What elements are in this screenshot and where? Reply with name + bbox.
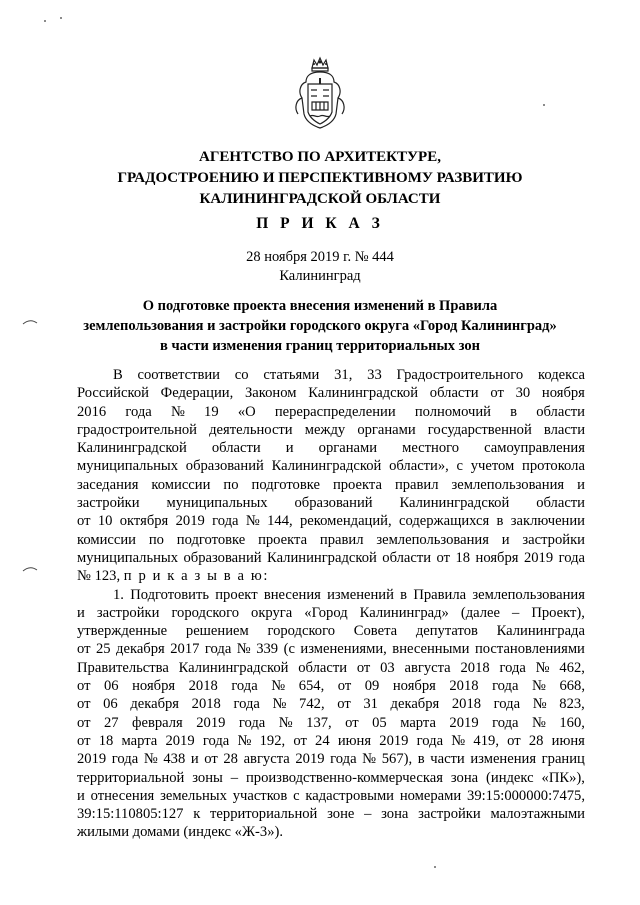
word: органами — [357, 421, 416, 438]
item-line — [77, 604, 585, 622]
scan-speck — [60, 17, 62, 19]
agency-name — [60, 147, 580, 210]
word: 2018 — [451, 696, 482, 713]
word: Правила — [413, 586, 467, 603]
word: года — [204, 641, 232, 658]
order-verb: п р и к а з ы в а ю: — [123, 568, 269, 585]
word: по — [223, 476, 239, 493]
agency-line: АГЕНТСТВО ПО АРХИТЕКТУРЕ, — [199, 149, 441, 165]
order-date-number: 28 ноября 2019 г. № 444 — [246, 249, 394, 265]
word: решением — [185, 623, 249, 640]
kaliningrad-region-coat-of-arms-icon — [290, 54, 350, 132]
word: и — [285, 440, 294, 457]
word: в — [496, 513, 504, 530]
word: 27 — [103, 714, 119, 731]
word: 05 — [372, 714, 387, 731]
word: от — [356, 659, 371, 676]
word: изменениями, — [300, 641, 387, 658]
word: 1. — [113, 586, 124, 603]
word: области — [382, 549, 432, 566]
word: Российской — [77, 385, 149, 402]
word: 2017 — [170, 641, 200, 658]
word: изменений — [327, 586, 394, 603]
word: области — [298, 659, 348, 676]
order-heading — [70, 296, 570, 356]
word: декабря — [130, 696, 180, 713]
word: «ПК»), — [541, 769, 585, 786]
word: от — [77, 513, 91, 530]
word: Проект), — [531, 604, 585, 621]
word: 438 — [163, 751, 186, 768]
word: подготовке — [176, 531, 246, 548]
word: 654, — [298, 678, 325, 695]
word: от — [204, 751, 218, 768]
word: области — [211, 440, 261, 457]
word: 160, — [559, 714, 585, 731]
word: Калининградской — [77, 440, 187, 457]
word: 09 — [364, 678, 380, 695]
word: от — [77, 714, 91, 731]
word: года — [492, 714, 519, 731]
word: 567), — [381, 751, 413, 768]
item-line — [77, 695, 585, 713]
word: застройки — [522, 531, 585, 548]
word: образований — [294, 495, 373, 512]
word: внесения — [263, 586, 321, 603]
word: зоны — [192, 769, 223, 786]
word: комиссии — [151, 476, 211, 493]
preamble-line — [77, 531, 585, 549]
word: года — [499, 659, 526, 676]
word: отнесения — [90, 787, 155, 804]
word: октября — [119, 513, 169, 530]
word: городского — [267, 623, 336, 640]
word: со — [234, 367, 249, 383]
word: градостроительной — [77, 421, 197, 438]
word: (далее — [460, 604, 500, 621]
word: от — [77, 732, 91, 749]
word: 192, — [259, 732, 286, 749]
word: 39:15:110805:127 — [77, 806, 184, 823]
word: Калининграда — [496, 623, 585, 640]
word: зона — [450, 769, 479, 786]
word: – — [512, 604, 520, 621]
word: Совета — [353, 623, 398, 640]
word: 2018 — [449, 678, 479, 695]
word: от — [337, 696, 351, 713]
word: марта — [400, 714, 436, 731]
word: территориальной — [77, 769, 185, 786]
word: № — [237, 732, 252, 749]
word: 2018 — [460, 659, 490, 676]
word: части — [430, 751, 465, 768]
word: Калининградской — [271, 458, 382, 475]
word: 2019 — [295, 751, 325, 768]
word: № — [362, 751, 377, 768]
word: июня — [551, 732, 585, 749]
word: муниципальных — [77, 549, 179, 566]
heading-line: землепользования и застройки городского округа «Город Калининград» — [83, 318, 557, 334]
word: 18 — [98, 732, 114, 749]
preamble-line — [77, 384, 585, 402]
preamble-line — [77, 494, 585, 512]
word: – — [230, 769, 239, 786]
preamble-line — [77, 549, 585, 567]
word: 30 — [515, 385, 531, 402]
word: года — [238, 714, 266, 731]
word: Калининградской — [178, 659, 289, 676]
word: заключении — [510, 513, 585, 530]
word: ноября — [475, 549, 519, 566]
word: 2019 — [165, 732, 195, 749]
item-line — [77, 732, 585, 750]
scan-speck — [434, 866, 436, 868]
word: декабря — [390, 696, 440, 713]
word: 2019 — [175, 513, 205, 530]
word: и — [77, 787, 85, 804]
agency-line: КАЛИНИНГРАДСКОЙ ОБЛАСТИ — [199, 191, 441, 207]
word: застройки — [77, 495, 140, 512]
word: соответствии — [137, 367, 220, 383]
agency-line: ГРАДОСТРОЕНИЮ И ПЕРСПЕКТИВНОМУ РАЗВИТИЮ — [117, 170, 523, 186]
word: протокола — [522, 458, 585, 475]
word: зоне — [327, 806, 355, 823]
word: депутатов — [415, 623, 478, 640]
order-item-1 — [77, 586, 585, 842]
word: производственно-коммерческая — [245, 769, 443, 786]
word: 25 — [95, 641, 111, 658]
preamble-line — [77, 512, 585, 530]
word: самоуправления — [484, 440, 585, 457]
word: территориальной — [210, 806, 318, 823]
scan-speck — [44, 20, 46, 22]
word: кодекса — [537, 367, 585, 383]
word: Правительства — [77, 659, 169, 676]
word: года — [233, 696, 260, 713]
word: в — [417, 751, 425, 768]
word: участков — [232, 787, 288, 804]
word: ноября — [541, 385, 585, 402]
word: № — [532, 696, 547, 713]
word: государственной — [427, 421, 532, 438]
word: Калининградской — [399, 495, 510, 512]
word: земельных — [160, 787, 227, 804]
item-line: жилыми домами (индекс «Ж-3»). — [77, 824, 283, 841]
word: № — [531, 714, 546, 731]
word: года — [493, 696, 521, 713]
item-line — [77, 769, 585, 787]
word: № — [143, 751, 158, 768]
margin-hole-punch-mark — [22, 319, 38, 325]
preamble-line — [77, 457, 585, 475]
word: правил — [319, 531, 364, 548]
word: и — [501, 531, 510, 548]
word: Калининградской — [267, 549, 377, 566]
word: в — [510, 403, 518, 420]
word: 31, — [334, 367, 353, 383]
item-line — [77, 787, 585, 805]
document-type: П Р И К А З — [256, 215, 384, 232]
word: перераспределении — [274, 403, 396, 420]
word: декабря — [116, 641, 165, 658]
word: 668, — [559, 678, 585, 695]
word: августа — [404, 659, 451, 676]
word: внесенными — [392, 641, 470, 658]
word: изменения — [470, 751, 537, 768]
word: Подготовить — [130, 586, 209, 603]
word: – — [364, 806, 372, 823]
word: «Город — [304, 604, 348, 621]
word: и — [190, 751, 199, 768]
item-line — [77, 714, 585, 732]
word: городского — [171, 604, 239, 621]
word: 2019 — [77, 751, 107, 768]
word: года — [202, 732, 230, 749]
word: 24 — [315, 732, 330, 749]
word: № — [271, 678, 286, 695]
word: № — [236, 641, 251, 658]
word: В — [113, 367, 123, 383]
protocol-number: № 123, — [77, 568, 121, 585]
word: 2018 — [191, 696, 221, 713]
word: от — [77, 678, 91, 695]
word: 06 — [103, 696, 118, 713]
item-line — [77, 750, 585, 768]
word: зона — [381, 806, 409, 823]
word: между — [304, 421, 346, 438]
word: статьями — [263, 367, 320, 383]
word: Калининград» — [359, 604, 449, 621]
word: № — [535, 659, 550, 676]
word: 28 — [223, 751, 238, 768]
word: муниципальных — [166, 495, 268, 512]
word: Законом — [245, 385, 297, 402]
word: 10 — [97, 513, 113, 530]
word: февраля — [132, 714, 183, 731]
word: марта — [121, 732, 158, 749]
word: года — [231, 678, 258, 695]
word: 19 — [204, 403, 219, 420]
word: 2019 — [196, 714, 226, 731]
scan-speck — [543, 104, 545, 106]
word: от — [77, 641, 91, 658]
word: года — [330, 751, 357, 768]
word: № — [278, 714, 293, 731]
word: 2019 — [523, 549, 554, 566]
word: года — [416, 732, 444, 749]
item-line — [77, 640, 585, 658]
word: с — [456, 458, 464, 475]
word: границ — [541, 751, 585, 768]
word: 39:15:000000:7475, — [467, 787, 585, 804]
word: полномочий — [414, 403, 491, 420]
word: 18 — [455, 549, 471, 566]
word: проекта — [332, 476, 382, 493]
word: от — [345, 714, 359, 731]
word: области — [536, 495, 585, 512]
order-city: Калининград — [279, 268, 361, 284]
word: (индекс — [486, 769, 534, 786]
preamble-line — [77, 567, 585, 585]
word: подготовке — [251, 476, 320, 493]
word: застройки — [96, 604, 160, 621]
word: и — [577, 476, 585, 493]
heading-line: О подготовке проекта внесения изменений в Правила — [142, 298, 498, 314]
word: власти — [543, 421, 585, 438]
item-line — [77, 622, 585, 640]
word: по — [148, 531, 164, 548]
word: области», — [389, 458, 449, 475]
word: от — [436, 549, 451, 566]
heading-line: в части изменения границ территориальных зон — [160, 338, 480, 354]
item-line — [77, 659, 585, 677]
word: от — [507, 732, 521, 749]
word: в — [400, 586, 408, 603]
item-line — [77, 677, 585, 695]
word: проект — [215, 586, 258, 603]
word: № — [245, 513, 260, 530]
word: августа — [243, 751, 290, 768]
word: от — [490, 385, 504, 402]
word: малоэтажными — [490, 806, 585, 823]
word: 2019 — [379, 732, 409, 749]
word: рекомендаций, — [299, 513, 392, 530]
word: № — [170, 403, 185, 420]
word: землепользования — [472, 586, 585, 603]
word: Градостроительного — [396, 367, 524, 383]
word: образований — [183, 549, 262, 566]
order-meta — [0, 248, 640, 286]
word: учетом — [470, 458, 515, 475]
word: от — [337, 678, 352, 695]
word: 2016 — [77, 403, 107, 420]
word: (с — [283, 641, 295, 658]
preamble-line — [77, 366, 585, 384]
word: проекта — [258, 531, 308, 548]
word: органами — [318, 440, 378, 457]
word: правил — [394, 476, 439, 493]
word: 03 — [380, 659, 395, 676]
word: округа — [251, 604, 293, 621]
word: кадастровыми — [305, 787, 394, 804]
word: от — [77, 696, 91, 713]
word: № — [531, 678, 546, 695]
word: 137, — [306, 714, 332, 731]
word: 06 — [104, 678, 119, 695]
word: с — [293, 787, 300, 804]
word: Калининградской — [308, 385, 419, 402]
word: утвержденные — [77, 623, 168, 640]
word: ноября — [132, 678, 176, 695]
preamble-line — [77, 421, 585, 439]
word: № — [451, 732, 466, 749]
word: 2018 — [188, 678, 218, 695]
item-line — [77, 586, 585, 604]
word: деятельности — [209, 421, 293, 438]
preamble-line — [77, 403, 585, 421]
word: от — [293, 732, 307, 749]
word: 2019 — [449, 714, 479, 731]
word: «О — [237, 403, 256, 420]
word: 28 — [528, 732, 544, 749]
word: застройки — [418, 806, 481, 823]
word: образований — [185, 458, 264, 475]
word: области — [536, 403, 585, 420]
word: 823, — [559, 696, 585, 713]
word: 419, — [473, 732, 499, 749]
word: землепользования — [376, 531, 489, 548]
word: 31 — [363, 696, 378, 713]
word: муниципальных — [77, 458, 179, 475]
word: заседания — [77, 476, 139, 493]
preamble-line — [77, 476, 585, 494]
word: 33 — [367, 367, 382, 383]
word: к — [193, 806, 201, 823]
word: Федерации, — [160, 385, 234, 402]
margin-hole-punch-mark — [22, 566, 38, 572]
word: № — [272, 696, 287, 713]
word: года — [492, 678, 519, 695]
word: содержащихся — [398, 513, 490, 530]
word: года — [212, 513, 239, 530]
word: года — [558, 549, 585, 566]
preamble-paragraph — [77, 366, 585, 586]
word: 742, — [299, 696, 325, 713]
word: местного — [402, 440, 460, 457]
word: июня — [337, 732, 372, 749]
word: года — [125, 403, 152, 420]
word: года — [111, 751, 139, 768]
word: 462, — [559, 659, 585, 676]
word: номерами — [399, 787, 462, 804]
word: ноября — [392, 678, 436, 695]
word: 144, — [267, 513, 293, 530]
word: и — [77, 604, 85, 621]
word: землепользования — [451, 476, 565, 493]
word: 339 — [256, 641, 279, 658]
item-line — [77, 805, 585, 823]
word: области — [429, 385, 479, 402]
word: постановлениями — [474, 641, 585, 658]
word: комиссии — [77, 531, 136, 548]
preamble-line — [77, 439, 585, 457]
